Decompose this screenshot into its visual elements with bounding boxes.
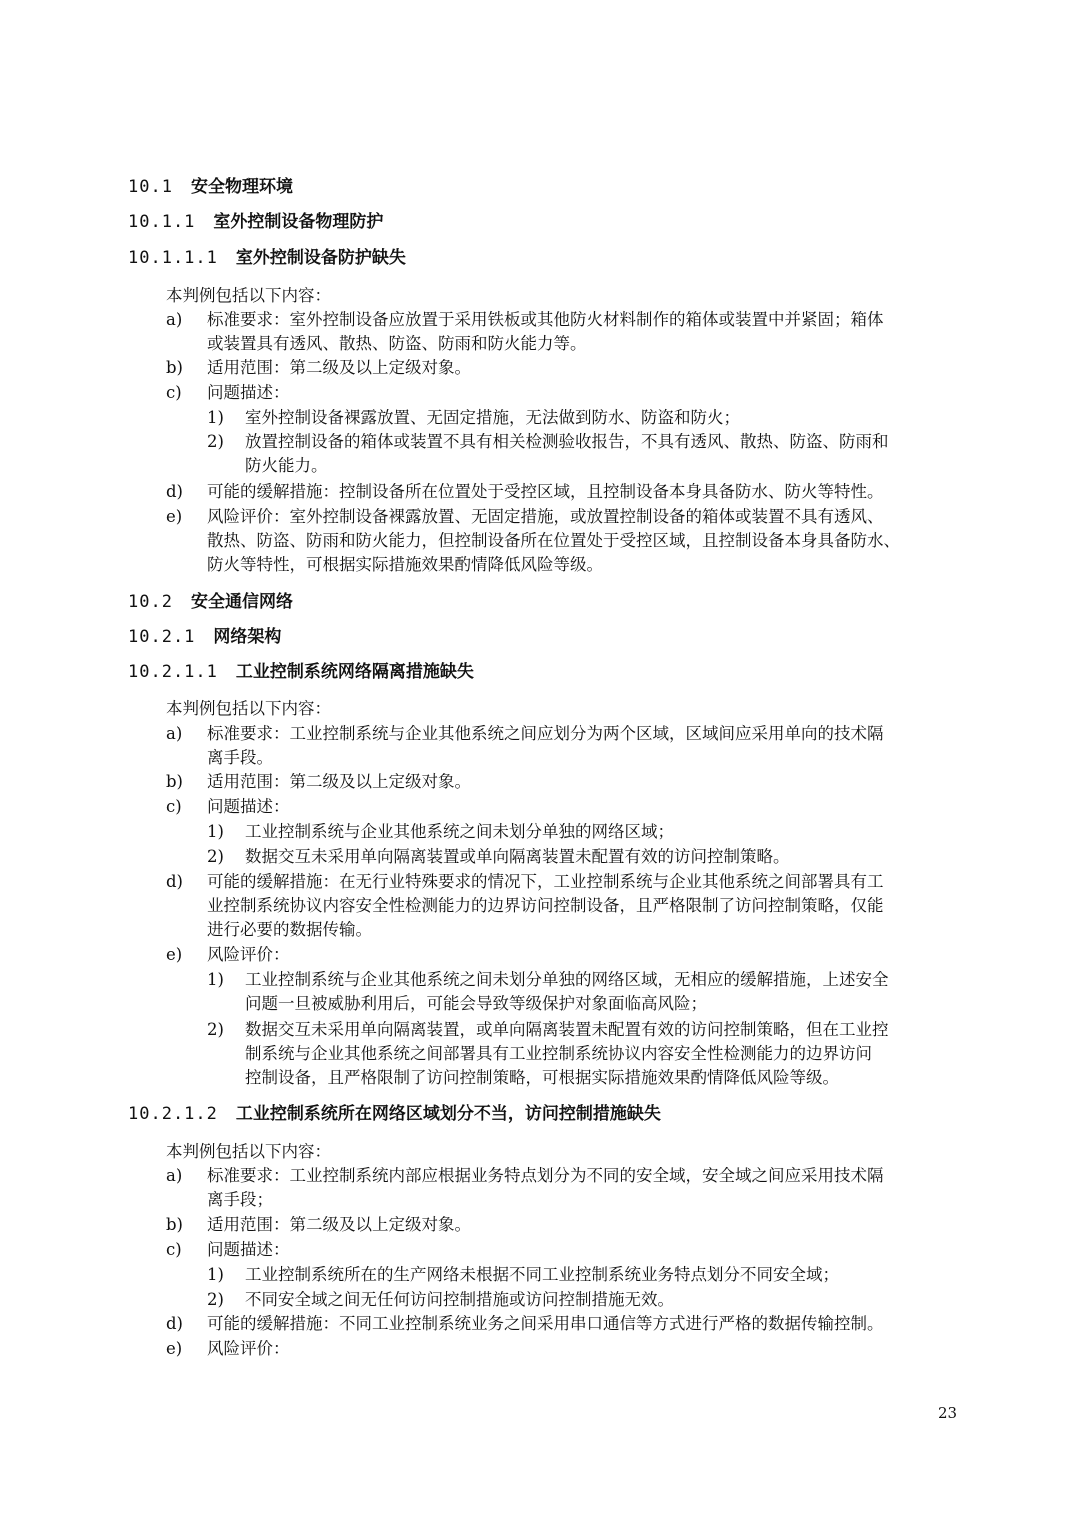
subitem-label-2: 2) [207, 1290, 224, 1309]
item-a-line-2: 离手段； [207, 1190, 273, 1209]
item-a-line-1: 标准要求：工业控制系统与企业其他系统之间应划分为两个区域，区域间应采用单向的技术隔 [207, 724, 884, 743]
item-label-b: b) [166, 358, 183, 377]
item-a-line-2: 离手段。 [207, 748, 273, 767]
page-number: 23 [938, 1404, 958, 1422]
section-title: 安全物理环境 [190, 177, 293, 197]
heading-10-2-1 [128, 625, 281, 649]
section-title: 工业控制系统所在网络区域划分不当，访问控制措施缺失 [235, 1104, 661, 1124]
item-label-c: c) [166, 797, 182, 816]
section-number: 10.2 [128, 592, 173, 612]
item-label-b: b) [166, 772, 183, 791]
subitem-2-line: 数据交互未采用单向隔离装置或单向隔离装置未配置有效的访问控制策略。 [245, 847, 790, 866]
item-b-line-1: 适用范围：第二级及以上定级对象。 [207, 358, 471, 377]
subitem-2-line-1: 放置控制设备的箱体或装置不具有相关检测验收报告，不具有透风、散热、防盗、防雨和 [245, 432, 889, 451]
subitem-label-2: 2) [207, 1020, 224, 1039]
item-b-line-1: 适用范围：第二级及以上定级对象。 [207, 1215, 471, 1234]
subitem-label-1: 1) [207, 822, 224, 841]
subitem-label-1: 1) [207, 408, 224, 427]
item-e-line-2: 散热、防盗、防雨和防火能力，但控制设备所在位置处于受控区域，且控制设备本身具备防水、 [207, 531, 900, 550]
item-label-d: d) [166, 1314, 183, 1333]
item-label-a: a) [166, 310, 183, 329]
section-title: 工业控制系统网络隔离措施缺失 [235, 662, 474, 682]
item-c-line-1: 问题描述： [207, 383, 290, 402]
heading-10-1-1-1 [128, 246, 406, 270]
item-e-line-1: 风险评价：室外控制设备裸露放置、无固定措施，或放置控制设备的箱体或装置不具有透风、 [207, 507, 884, 526]
item-c-line-1: 问题描述： [207, 1240, 290, 1259]
subitem-1-line: 室外控制设备裸露放置、无固定措施，无法做到防水、防盗和防火； [245, 408, 740, 427]
subitem-label-2: 2) [207, 432, 224, 451]
subitem-2-line-3: 控制设备，且严格限制了访问控制策略，可根据实际措施效果酌情降低风险等级。 [245, 1068, 839, 1087]
subitem-label-1: 1) [207, 970, 224, 989]
item-label-e: e) [166, 945, 183, 964]
item-label-d: d) [166, 482, 183, 501]
heading-10-1 [128, 175, 293, 199]
section-number: 10.1.1 [128, 212, 196, 232]
item-label-e: e) [166, 507, 183, 526]
item-e-line-3: 防火等特性，可根据实际措施效果酌情降低风险等级。 [207, 555, 603, 574]
item-label-d: d) [166, 872, 183, 891]
heading-10-1-1 [128, 210, 383, 234]
item-label-b: b) [166, 1215, 183, 1234]
intro-text: 本判例包括以下内容： [166, 699, 331, 718]
heading-10-2-1-1 [128, 660, 474, 684]
item-label-c: c) [166, 383, 182, 402]
item-b-line-1: 适用范围：第二级及以上定级对象。 [207, 772, 471, 791]
section-title: 室外控制设备防护缺失 [235, 248, 406, 268]
item-d-line-1: 可能的缓解措施：不同工业控制系统业务之间采用串口通信等方式进行严格的数据传输控制。 [207, 1314, 884, 1333]
subitem-2-line: 不同安全域之间无任何访问控制措施或访问控制措施无效。 [245, 1290, 674, 1309]
subitem-1-line-2: 问题一旦被威胁利用后，可能会导致等级保护对象面临高风险； [245, 994, 707, 1013]
item-d-line-2: 业控制系统协议内容安全性检测能力的边界访问控制设备，且严格限制了访问控制策略，仅能 [207, 896, 884, 915]
item-a-line-1: 标准要求：室外控制设备应放置于采用铁板或其他防火材料制作的箱体或装置中并紧固；箱体 [207, 310, 884, 329]
subitem-1-line: 工业控制系统所在的生产网络未根据不同工业控制系统业务特点划分不同安全域； [245, 1265, 839, 1284]
item-d-line-1: 可能的缓解措施：在无行业特殊要求的情况下，工业控制系统与企业其他系统之间部署具有工 [207, 872, 884, 891]
heading-10-2 [128, 590, 293, 614]
heading-10-2-1-2 [128, 1102, 661, 1126]
subitem-2-line-2: 制系统与企业其他系统之间部署具有工业控制系统协议内容安全性检测能力的边界访问 [245, 1044, 872, 1063]
subitem-2-line-2: 防火能力。 [245, 456, 328, 475]
item-label-c: c) [166, 1240, 182, 1259]
item-e-line-1: 风险评价： [207, 945, 290, 964]
item-e-line-1: 风险评价： [207, 1339, 290, 1358]
intro-text: 本判例包括以下内容： [166, 286, 331, 305]
subitem-1-line: 工业控制系统与企业其他系统之间未划分单独的网络区域； [245, 822, 674, 841]
intro-text: 本判例包括以下内容： [166, 1142, 331, 1161]
section-number: 10.2.1.2 [128, 1104, 218, 1124]
item-a-line-2: 或装置具有透风、散热、防盗、防雨和防火能力等。 [207, 334, 587, 353]
item-d-line-3: 进行必要的数据传输。 [207, 920, 372, 939]
subitem-label-2: 2) [207, 847, 224, 866]
item-a-line-1: 标准要求：工业控制系统内部应根据业务特点划分为不同的安全域，安全域之间应采用技术隔 [207, 1166, 884, 1185]
item-label-e: e) [166, 1339, 183, 1358]
item-d-line-1: 可能的缓解措施：控制设备所在位置处于受控区域，且控制设备本身具备防水、防火等特性。 [207, 482, 884, 501]
section-title: 安全通信网络 [190, 592, 293, 612]
subitem-label-1: 1) [207, 1265, 224, 1284]
item-label-a: a) [166, 1166, 183, 1185]
subitem-2-line-1: 数据交互未采用单向隔离装置，或单向隔离装置未配置有效的访问控制策略，但在工业控 [245, 1020, 889, 1039]
item-label-a: a) [166, 724, 183, 743]
section-number: 10.2.1.1 [128, 662, 218, 682]
section-number: 10.1.1.1 [128, 248, 218, 268]
section-number: 10.2.1 [128, 627, 196, 647]
item-c-line-1: 问题描述： [207, 797, 290, 816]
subitem-1-line-1: 工业控制系统与企业其他系统之间未划分单独的网络区域，无相应的缓解措施，上述安全 [245, 970, 889, 989]
section-title: 室外控制设备物理防护 [213, 212, 384, 232]
section-number: 10.1 [128, 177, 173, 197]
section-title: 网络架构 [213, 627, 282, 647]
